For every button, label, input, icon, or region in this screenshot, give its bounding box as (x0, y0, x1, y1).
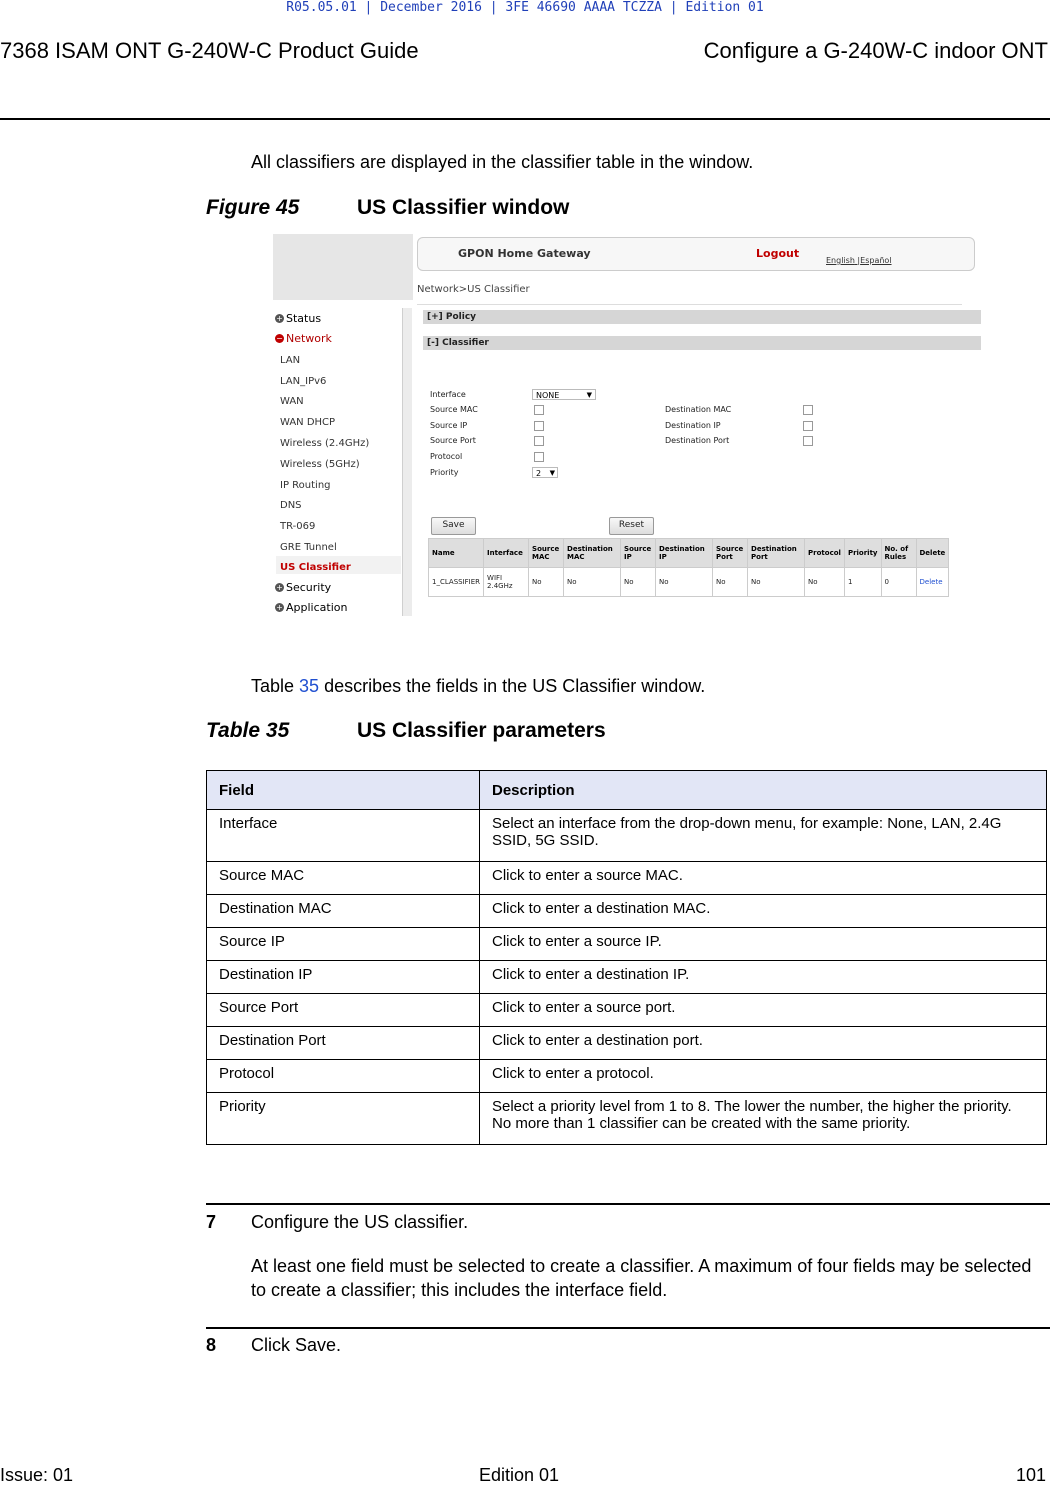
description-cell: Click to enter a source MAC. (480, 862, 1047, 895)
dest-ip-label: Destination IP (665, 421, 721, 430)
field-cell: Source IP (207, 928, 480, 961)
plus-icon: + (276, 314, 283, 323)
menu-item-wan-dhcp[interactable]: WAN DHCP (280, 417, 336, 428)
classifier-table (428, 538, 949, 597)
delete-link[interactable]: Delete (916, 568, 949, 597)
header-chapter: Configure a G-240W-C indoor ONT (703, 38, 1048, 63)
interface-value: NONE (536, 391, 560, 400)
field-cell: Destination MAC (207, 895, 480, 928)
cell-dest-mac: No (564, 568, 621, 597)
source-port-checkbox[interactable] (534, 436, 544, 446)
step-8-text: Click Save. (251, 1335, 342, 1355)
cell-rules: 0 (881, 568, 916, 597)
us-classifier-screenshot (273, 234, 983, 620)
table-reference-text (251, 676, 705, 697)
col-delete: Delete (916, 539, 949, 568)
step-8-number: 8 (206, 1335, 217, 1355)
description-cell: Select a priority level from 1 to 8. The lower the number, the higher the priority. No more than 1 classifier can be created with the same priority. (480, 1093, 1047, 1145)
menu-status[interactable]: + Status (276, 312, 322, 325)
step-7-number: 7 (206, 1212, 217, 1232)
col-source-mac: Source MAC (529, 539, 564, 568)
step-divider (206, 1327, 1050, 1329)
menu-item-dns[interactable]: DNS (280, 500, 302, 511)
field-cell: Source MAC (207, 862, 480, 895)
source-ip-checkbox[interactable] (534, 421, 544, 431)
dest-mac-label: Destination MAC (665, 405, 732, 414)
col-dest-mac: Destination MAC (564, 539, 621, 568)
col-source-ip: Source IP (621, 539, 656, 568)
menu-item-lan[interactable]: LAN (280, 355, 301, 366)
menu-item-wan[interactable]: WAN (280, 396, 304, 407)
menu-network[interactable]: − Network (276, 332, 332, 345)
col-source-port: Source Port (713, 539, 748, 568)
menu-item-lan-ipv6[interactable]: LAN_IPv6 (280, 376, 327, 387)
priority-value: 2 (536, 469, 542, 478)
step-7-detail: At least one field must be selected to create a classifier. A maximum of four fields may be selected to create a classifier; this includes the interface field. (251, 1256, 1032, 1300)
menu-item-us-classifier[interactable]: US Classifier (280, 562, 351, 573)
field-cell: Destination IP (207, 961, 480, 994)
dest-port-label: Destination Port (665, 436, 730, 445)
table-ref-link[interactable]: 35 (299, 676, 320, 696)
minus-icon: − (276, 334, 283, 343)
header-product-guide: 7368 ISAM ONT G-240W-C Product Guide (0, 38, 419, 63)
description-cell: Click to enter a source IP. (480, 928, 1047, 961)
footer-edition: Edition 01 (479, 1465, 560, 1485)
table-ref-before: Table (251, 676, 300, 696)
table-row (207, 1027, 1047, 1060)
interface-label: Interface (430, 390, 466, 399)
menu-item-ip-routing[interactable]: IP Routing (280, 480, 331, 491)
description-cell: Click to enter a destination MAC. (480, 895, 1047, 928)
table-row (207, 928, 1047, 961)
description-cell: Click to enter a protocol. (480, 1060, 1047, 1093)
language-links: English |Español (826, 256, 892, 265)
field-cell: Source Port (207, 994, 480, 1027)
breadcrumb: Network>US Classifier (417, 284, 530, 295)
table-ref-after: describes the fields in the US Classifier window. (319, 676, 706, 696)
chevron-down-icon: ▼ (586, 391, 592, 399)
menu-item-tr069[interactable]: TR-069 (280, 521, 316, 532)
table-row (207, 810, 1047, 862)
col-dest-port: Destination Port (748, 539, 805, 568)
table-row (207, 961, 1047, 994)
table-row (207, 994, 1047, 1027)
lang-spanish-link[interactable]: Español (860, 256, 892, 265)
source-mac-checkbox[interactable] (534, 405, 544, 415)
source-port-label: Source Port (430, 436, 476, 445)
footer-issue: Issue: 01 (0, 1465, 74, 1485)
description-cell: Click to enter a destination port. (480, 1027, 1047, 1060)
field-cell: Priority (207, 1093, 480, 1145)
sidebar-header (273, 234, 413, 300)
table-label: Table 35 (206, 719, 290, 742)
logout-link[interactable]: Logout (756, 247, 800, 260)
sidebar (273, 234, 413, 620)
cell-priority: 1 (844, 568, 881, 597)
cell-dest-port: No (748, 568, 805, 597)
divider (417, 304, 962, 305)
step-divider (206, 1203, 1050, 1205)
interface-dropdown[interactable] (532, 389, 596, 400)
col-interface: Interface (484, 539, 529, 568)
sidebar-scrollbar[interactable] (402, 308, 412, 616)
table-row (207, 862, 1047, 895)
menu-security[interactable]: + Security (276, 581, 332, 594)
col-priority: Priority (844, 539, 881, 568)
cell-interface: WIFI 2.4GHz (484, 568, 529, 597)
field-cell: Destination Port (207, 1027, 480, 1060)
menu-item-wireless-5[interactable]: Wireless (5GHz) (280, 459, 360, 470)
protocol-label: Protocol (430, 452, 463, 461)
description-cell: Click to enter a source port. (480, 994, 1047, 1027)
source-mac-label: Source MAC (430, 405, 478, 414)
header-field: Field (207, 771, 480, 810)
step-7-text: Configure the US classifier. (251, 1212, 469, 1232)
description-cell: Click to enter a destination IP. (480, 961, 1047, 994)
lang-english-link[interactable]: English (826, 256, 855, 265)
dest-mac-checkbox[interactable] (803, 405, 813, 415)
priority-dropdown[interactable] (532, 467, 558, 478)
table-title: US Classifier parameters (357, 719, 606, 742)
dest-ip-checkbox[interactable] (803, 421, 813, 431)
description-cell: Select an interface from the drop-down menu, for example: None, LAN, 2.4G SSID, 5G SSID. (480, 810, 1047, 862)
plus-icon: + (276, 603, 283, 612)
classifier-section-header[interactable]: [-] Classifier (423, 336, 981, 350)
figure-label: Figure 45 (206, 196, 300, 219)
col-name: Name (429, 539, 484, 568)
dest-port-checkbox[interactable] (803, 436, 813, 446)
chevron-down-icon: ▼ (549, 469, 555, 477)
cell-source-ip: No (621, 568, 656, 597)
gateway-title: GPON Home Gateway (458, 247, 591, 260)
cell-dest-ip: No (656, 568, 713, 597)
classifier-table-header (429, 539, 949, 568)
save-button[interactable]: Save (431, 517, 476, 535)
parameters-table (206, 770, 1047, 1145)
protocol-checkbox[interactable] (534, 452, 544, 462)
col-rules: No. of Rules (881, 539, 916, 568)
cell-source-port: No (713, 568, 748, 597)
table-row (207, 1093, 1047, 1145)
table-row (207, 895, 1047, 928)
intro-text: All classifiers are displayed in the classifier table in the window. (251, 152, 754, 172)
col-protocol: Protocol (805, 539, 845, 568)
cell-protocol: No (805, 568, 845, 597)
cell-name: 1_CLASSIFIER (429, 568, 484, 597)
menu-application[interactable]: + Application (276, 601, 348, 614)
reset-button[interactable]: Reset (609, 517, 654, 535)
table-header-row (207, 771, 1047, 810)
source-ip-label: Source IP (430, 421, 468, 430)
table-row (207, 1060, 1047, 1093)
menu-item-wireless-24[interactable]: Wireless (2.4GHz) (280, 438, 370, 449)
table-row (429, 568, 949, 597)
priority-label: Priority (430, 468, 459, 477)
field-cell: Protocol (207, 1060, 480, 1093)
header-rule (0, 118, 1050, 120)
top-bar (417, 237, 975, 271)
menu-item-gre-tunnel[interactable]: GRE Tunnel (280, 542, 337, 553)
col-dest-ip: Destination IP (656, 539, 713, 568)
cell-source-mac: No (529, 568, 564, 597)
policy-section-header[interactable]: [+] Policy (423, 310, 981, 324)
figure-title: US Classifier window (357, 196, 570, 219)
plus-icon: + (276, 583, 283, 592)
footer-page-number: 101 (1015, 1465, 1046, 1485)
field-cell: Interface (207, 810, 480, 862)
document-banner: R05.05.01 | December 2016 | 3FE 46690 AAAA TCZZA | Edition 01 (286, 0, 764, 15)
header-description: Description (480, 771, 1047, 810)
